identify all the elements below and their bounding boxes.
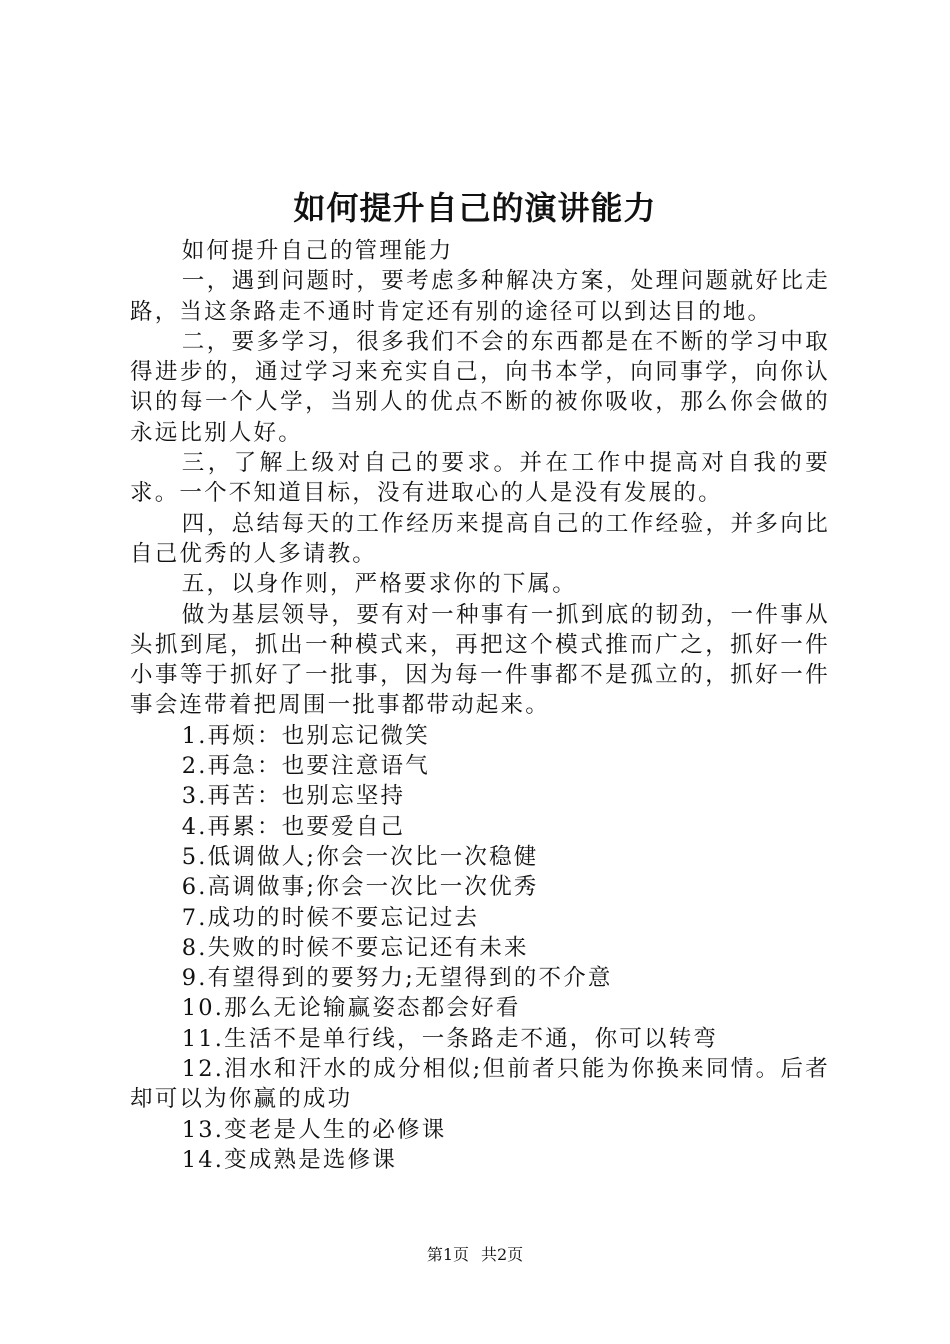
list-item: 5.低调做人;你会一次比一次稳健 bbox=[181, 843, 539, 870]
list-item: 1.再烦：也别忘记微笑 bbox=[181, 722, 430, 749]
paragraph: 二，要多学习，很多我们不会的东西都是在不断的学习中取得进步的，通过学习来充实自己，向书本学，向同事学，向你认识的每一个人学，当别人的优点不断的被你吸收，那么你会做的永远比别人好。 bbox=[130, 328, 830, 446]
page-total: 共2页 bbox=[481, 1245, 524, 1264]
paragraph: 做为基层领导，要有对一种事有一抓到底的韧劲，一件事从头抓到尾，抓出一种模式来，再把这个模式推而广之，抓好一件小事等于抓好了一批事，因为每一件事都不是孤立的，抓好一件事会连带着把周围一批事都带动起来。 bbox=[130, 601, 830, 719]
paragraph: 三，了解上级对自己的要求。并在工作中提高对自我的要求。一个不知道目标，没有进取心的人是没有发展的。 bbox=[130, 450, 830, 507]
paragraph: 如何提升自己的管理能力 bbox=[181, 238, 454, 264]
paragraph: 一，遇到问题时，要考虑多种解决方案，处理问题就好比走路，当这条路走不通时肯定还有别的途径可以到达目的地。 bbox=[130, 268, 830, 325]
list-item: 12.泪水和汗水的成分相似;但前者只能为你换来同情。后者却可以为你赢的成功 bbox=[130, 1056, 830, 1113]
list-item: 14.变成熟是选修课 bbox=[181, 1146, 398, 1173]
document-title: 如何提升自己的演讲能力 bbox=[293, 189, 657, 227]
document-body bbox=[130, 236, 830, 1175]
list-item: 7.成功的时候不要忘记过去 bbox=[181, 904, 480, 931]
list-item: 10.那么无论输赢姿态都会好看 bbox=[181, 995, 521, 1022]
list-item: 9.有望得到的要努力;无望得到的不介意 bbox=[181, 965, 613, 992]
list-item: 8.失败的时候不要忘记还有未来 bbox=[181, 934, 529, 961]
list-item: 6.高调做事;你会一次比一次优秀 bbox=[181, 874, 539, 901]
list-item: 3.再苦：也别忘坚持 bbox=[181, 783, 406, 810]
paragraph: 四，总结每天的工作经历来提高自己的工作经验，并多向比自己优秀的人多请教。 bbox=[130, 510, 830, 567]
paragraph: 五，以身作则，严格要求你的下属。 bbox=[181, 571, 577, 598]
page-footer bbox=[0, 1244, 950, 1266]
list-item: 4.再累：也要爱自己 bbox=[181, 813, 406, 840]
list-item: 13.变老是人生的必修课 bbox=[181, 1116, 447, 1143]
list-item: 11.生活不是单行线，一条路走不通，你可以转弯 bbox=[181, 1025, 719, 1052]
list-item: 2.再急：也要注意语气 bbox=[181, 753, 430, 780]
page-number: 第1页 bbox=[426, 1245, 469, 1264]
